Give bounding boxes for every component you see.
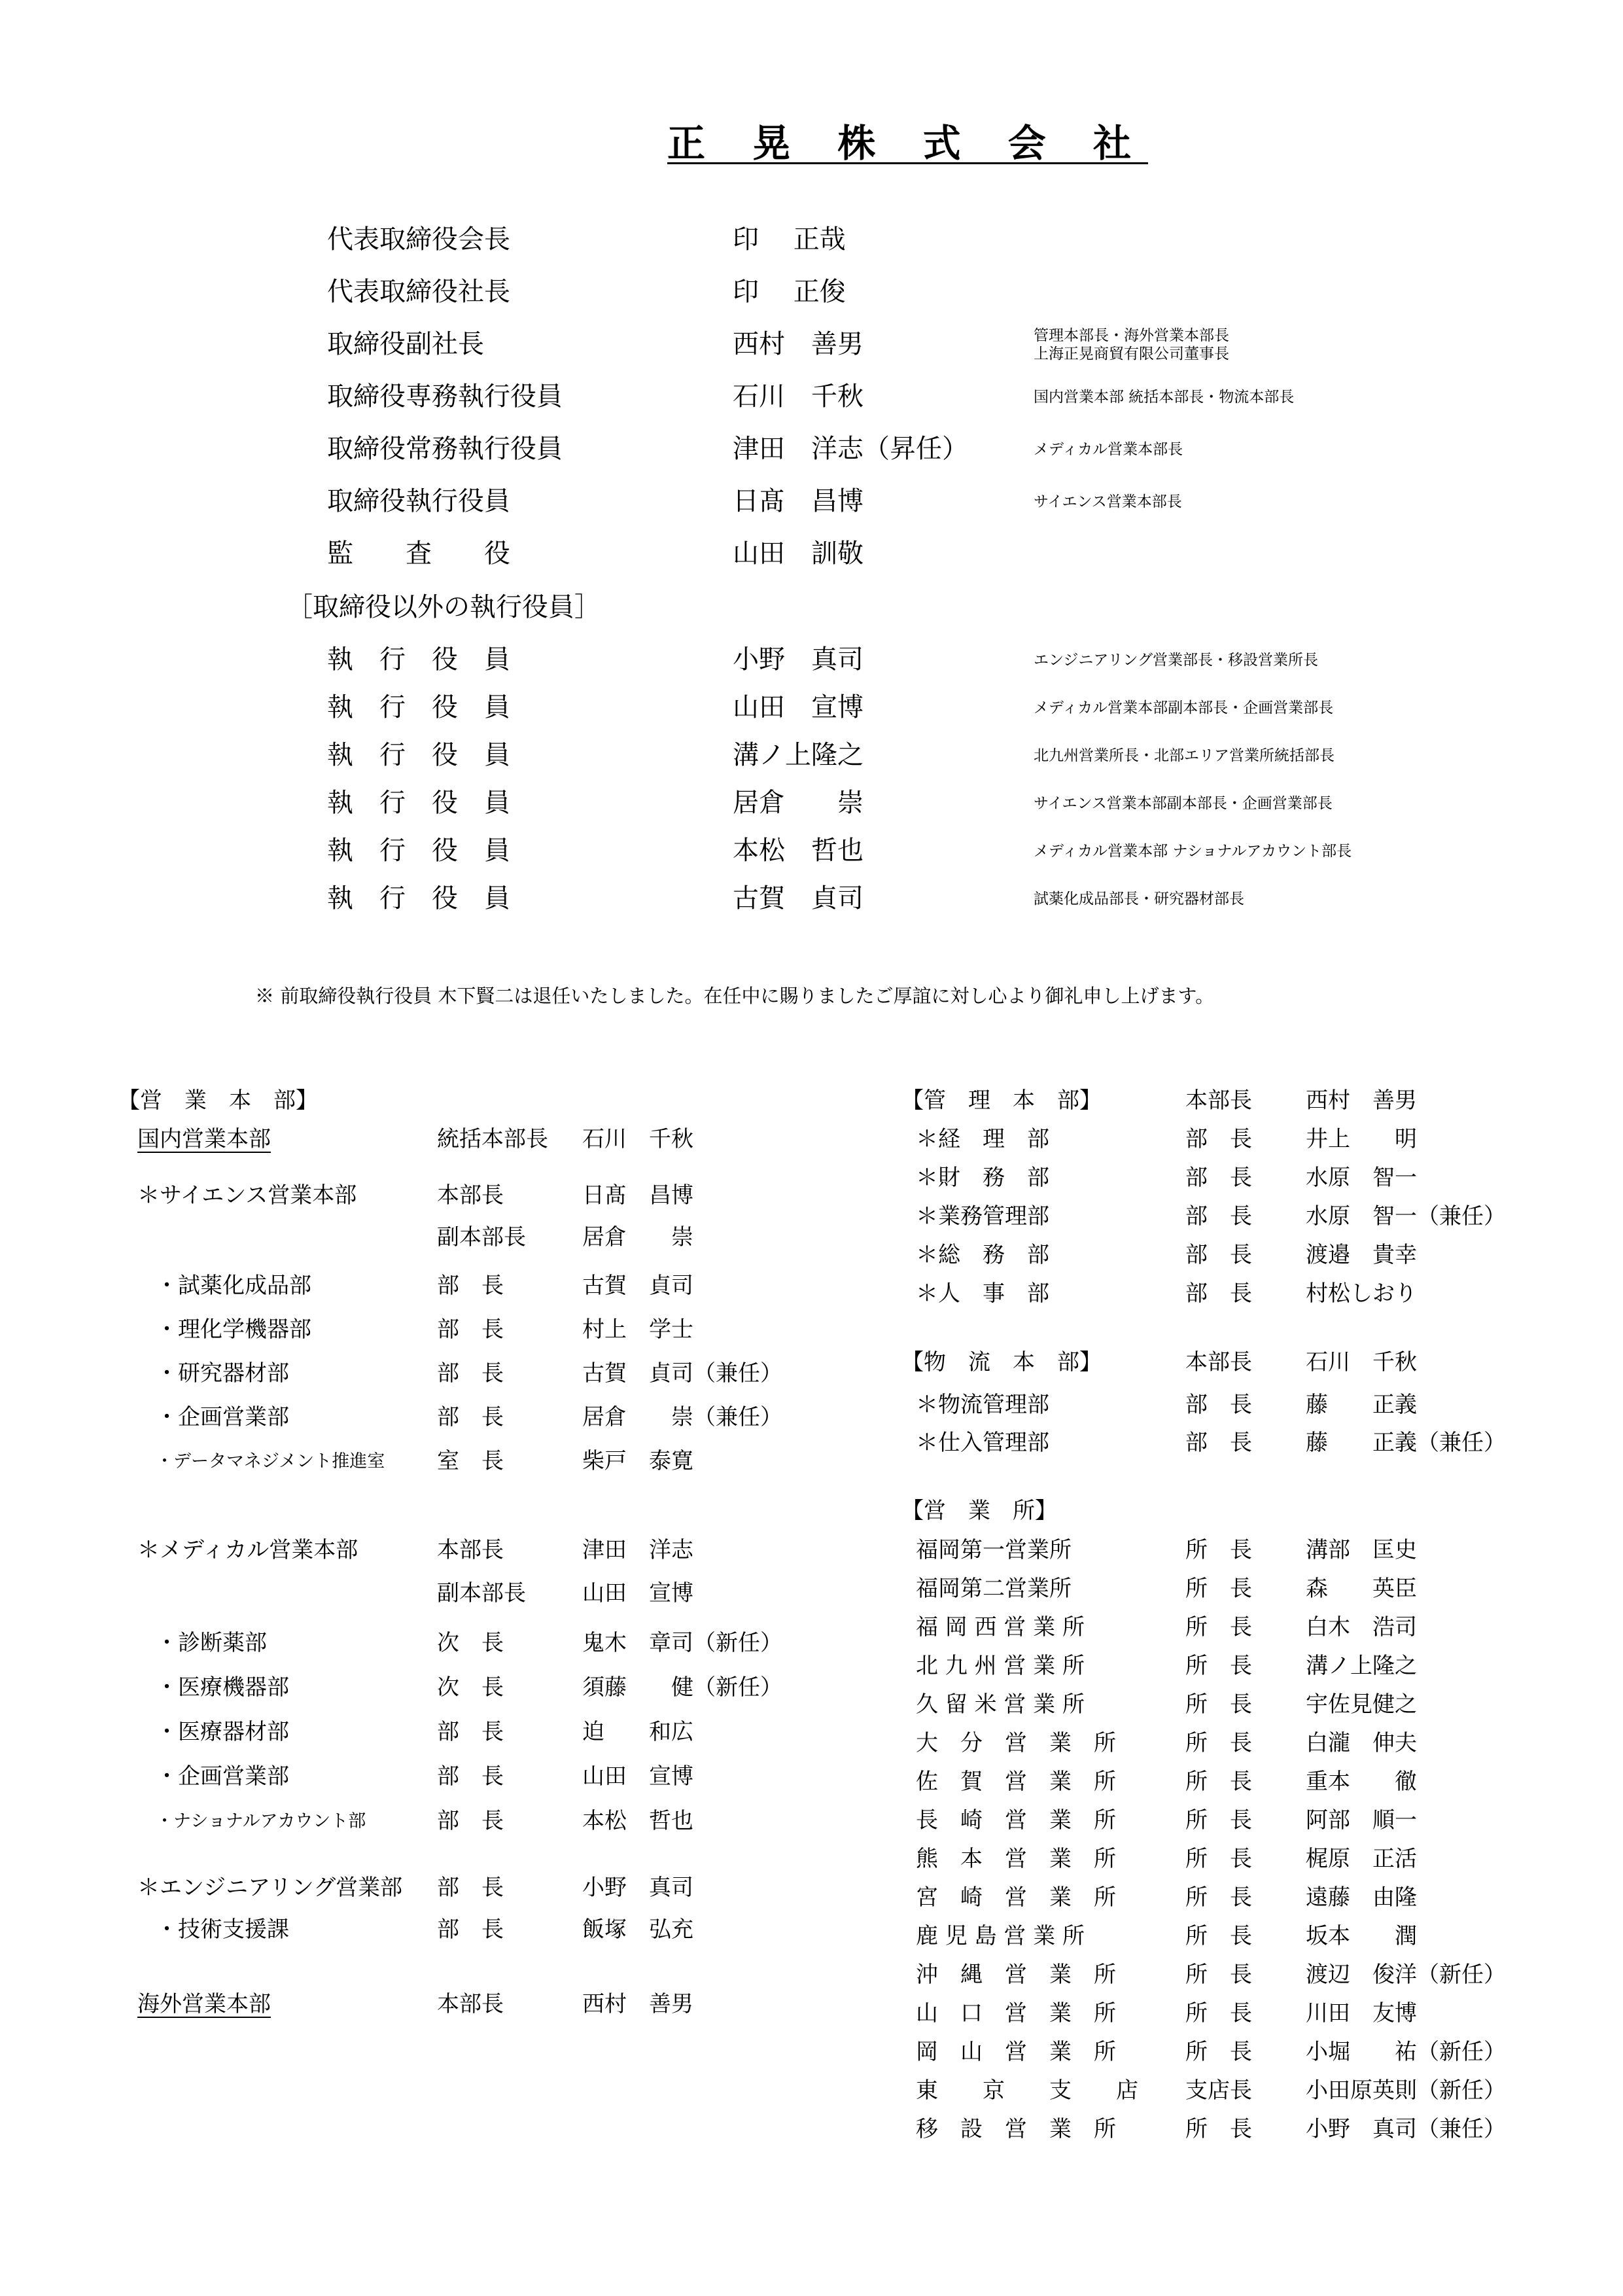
left-title: 副本部長 — [437, 1224, 526, 1250]
left-name: 日髙 昌博 — [582, 1182, 693, 1209]
left-dept: ＊サイエンス営業本部 — [137, 1182, 357, 1209]
right-name: 溝ノ上隆之 — [1306, 1653, 1417, 1679]
right-name: 溝部 匡史 — [1306, 1537, 1417, 1563]
officer-name: 西村 善男 — [733, 329, 864, 359]
right-dept: 長 崎 営 業 所 — [916, 1807, 1116, 1833]
executive-role: 執 行 役 員 — [327, 645, 510, 675]
right-name: 水原 智一（兼任） — [1306, 1203, 1506, 1229]
right-dept: 鹿 児 島 営 業 所 — [916, 1923, 1085, 1949]
executive-name: 本松 哲也 — [733, 836, 864, 866]
left-title: 副本部長 — [437, 1580, 526, 1606]
right-name: 小田原英則（新任） — [1306, 2077, 1506, 2104]
left-name: 山田 宣博 — [582, 1580, 693, 1606]
left-title: 部 長 — [437, 1916, 504, 1943]
executive-note: サイエンス営業本部副本部長・企画営業部長 — [1034, 795, 1333, 812]
right-dept: 【営 業 所】 — [901, 1498, 1057, 1524]
right-title: 部 長 — [1185, 1392, 1252, 1418]
officer-role: 監 査 役 — [327, 539, 510, 569]
left-name: 津田 洋志 — [582, 1537, 693, 1563]
left-title: 本部長 — [437, 1182, 504, 1209]
right-title: 所 長 — [1185, 1807, 1252, 1833]
left-title: 部 長 — [437, 1360, 504, 1386]
left-title: 次 長 — [437, 1630, 504, 1656]
right-name: 藤 正義 — [1306, 1392, 1417, 1418]
left-title: 部 長 — [437, 1808, 504, 1834]
right-name: 渡辺 俊洋（新任） — [1306, 1962, 1506, 1988]
right-title: 所 長 — [1185, 1962, 1252, 1988]
left-dept: ・医療機器部 — [156, 1674, 289, 1701]
right-dept: 福 岡 西 営 業 所 — [916, 1614, 1085, 1640]
right-dept: 山 口 営 業 所 — [916, 2000, 1116, 2026]
left-name: 石川 千秋 — [582, 1126, 693, 1152]
right-dept: ＊総 務 部 — [916, 1242, 1049, 1268]
left-dept: ・試薬化成品部 — [156, 1273, 311, 1299]
left-title: 部 長 — [437, 1719, 504, 1745]
right-title: 部 長 — [1185, 1280, 1252, 1307]
left-name: 鬼木 章司（新任） — [582, 1630, 782, 1656]
retirement-note: ※ 前取締役執行役員 木下賢二は退任いたしました。在任中に賜りましたご厚誼に対し心より御礼申し上げます。 — [255, 985, 1215, 1007]
right-name: 坂本 潤 — [1306, 1923, 1417, 1949]
right-dept: 沖 縄 営 業 所 — [916, 1962, 1116, 1988]
executive-role: 執 行 役 員 — [327, 740, 510, 770]
left-name: 村上 学士 — [582, 1316, 693, 1343]
officer-name: 印 正哉 — [733, 224, 846, 255]
left-name: 飯塚 弘充 — [582, 1916, 693, 1943]
executive-name: 古賀 貞司 — [733, 883, 864, 913]
left-title: 部 長 — [437, 1316, 504, 1343]
left-dept: ・ナショナルアカウント部 — [156, 1811, 366, 1831]
officer-note: 上海正晃商貿有限公司董事長 — [1034, 345, 1229, 362]
executive-note: 北九州営業所長・北部エリア営業所統括部長 — [1034, 747, 1335, 764]
left-dept: ＊メディカル営業本部 — [137, 1537, 358, 1563]
left-dept: 国内営業本部 — [137, 1126, 271, 1152]
officer-note: サイエンス営業本部長 — [1034, 493, 1182, 510]
right-dept: 移 設 営 業 所 — [916, 2116, 1116, 2142]
left-name: 西村 善男 — [582, 1991, 693, 2017]
left-name: 小野 真司 — [582, 1875, 693, 1901]
right-title: 部 長 — [1185, 1165, 1252, 1191]
left-dept: ・技術支援課 — [156, 1916, 289, 1943]
right-dept: 宮 崎 営 業 所 — [916, 1884, 1116, 1911]
right-dept: 【管 理 本 部】 — [901, 1087, 1102, 1114]
officer-note: 管理本部長・海外営業本部長 — [1034, 327, 1229, 344]
right-title: 部 長 — [1185, 1126, 1252, 1152]
right-dept: ＊財 務 部 — [916, 1165, 1049, 1191]
left-title: 部 長 — [437, 1875, 504, 1901]
right-name: 森 英臣 — [1306, 1576, 1417, 1602]
right-title: 所 長 — [1185, 1923, 1252, 1949]
executive-role: 執 行 役 員 — [327, 692, 510, 722]
left-name: 古賀 貞司（兼任） — [582, 1360, 782, 1386]
right-title: 所 長 — [1185, 1691, 1252, 1718]
right-title: 所 長 — [1185, 2000, 1252, 2026]
right-dept: ＊物流管理部 — [916, 1392, 1049, 1418]
left-title: 統括本部長 — [437, 1126, 548, 1152]
officer-role: 代表取締役会長 — [327, 224, 510, 255]
right-name: 小堀 祐（新任） — [1306, 2039, 1506, 2065]
right-dept: 北 九 州 営 業 所 — [916, 1653, 1085, 1679]
officer-note: メディカル営業本部長 — [1034, 441, 1183, 458]
executive-note: 試薬化成品部長・研究器材部長 — [1034, 891, 1244, 908]
right-name: 白瀧 伸夫 — [1306, 1730, 1417, 1756]
right-title: 部 長 — [1185, 1203, 1252, 1229]
executive-role: 執 行 役 員 — [327, 788, 510, 818]
left-dept: ・理化学機器部 — [156, 1316, 311, 1343]
right-dept: 福岡第一営業所 — [916, 1537, 1072, 1563]
right-title: 所 長 — [1185, 1846, 1252, 1872]
left-title: 部 長 — [437, 1763, 504, 1790]
left-dept: ・研究器材部 — [156, 1360, 289, 1386]
right-name: 井上 明 — [1306, 1126, 1417, 1152]
right-title: 所 長 — [1185, 2116, 1252, 2142]
left-title: 本部長 — [437, 1537, 504, 1563]
left-name: 須藤 健（新任） — [582, 1674, 782, 1701]
right-dept: 久 留 米 営 業 所 — [916, 1691, 1085, 1718]
left-dept: ・企画営業部 — [156, 1763, 289, 1790]
left-name: 迫 和広 — [582, 1719, 693, 1745]
right-title: 所 長 — [1185, 1884, 1252, 1911]
right-dept: 大 分 営 業 所 — [916, 1730, 1116, 1756]
right-title: 所 長 — [1185, 1576, 1252, 1602]
left-title: 部 長 — [437, 1273, 504, 1299]
left-dept: ・診断薬部 — [156, 1630, 267, 1656]
executive-note: エンジニアリング営業部長・移設営業所長 — [1034, 652, 1319, 669]
officer-note: 国内営業本部 統括本部長・物流本部長 — [1034, 389, 1295, 406]
executive-name: 居倉 崇 — [733, 788, 864, 818]
company-title: 正 晃 株 式 会 社 — [667, 121, 1148, 166]
officer-role: 取締役常務執行役員 — [327, 434, 563, 464]
right-dept: 東 京 支 店 — [916, 2077, 1138, 2104]
right-dept: ＊業務管理部 — [916, 1203, 1049, 1229]
right-title: 所 長 — [1185, 1653, 1252, 1679]
left-name: 居倉 崇（兼任） — [582, 1404, 782, 1430]
executive-note: メディカル営業本部 ナショナルアカウント部長 — [1034, 843, 1352, 860]
left-title: 本部長 — [437, 1991, 504, 2017]
left-dept: ・データマネジメント推進室 — [156, 1451, 385, 1472]
executive-role: 執 行 役 員 — [327, 836, 510, 866]
right-dept: ＊経 理 部 — [916, 1126, 1049, 1152]
left-title: 室 長 — [437, 1448, 504, 1474]
officer-role: 取締役専務執行役員 — [327, 381, 563, 412]
right-dept: 岡 山 営 業 所 — [916, 2039, 1116, 2065]
right-name: 西村 善男 — [1306, 1087, 1417, 1114]
right-dept: 佐 賀 営 業 所 — [916, 1769, 1116, 1795]
right-title: 支店長 — [1185, 2077, 1252, 2104]
right-name: 梶原 正活 — [1306, 1846, 1417, 1872]
right-title: 所 長 — [1185, 2039, 1252, 2065]
officer-name: 石川 千秋 — [733, 381, 864, 412]
officer-role: 代表取締役社長 — [327, 277, 510, 307]
right-title: 所 長 — [1185, 1614, 1252, 1640]
officer-name: 山田 訓敬 — [733, 539, 864, 569]
right-name: 宇佐見健之 — [1306, 1691, 1417, 1718]
left-dept: ・医療器材部 — [156, 1719, 289, 1745]
right-title: 所 長 — [1185, 1730, 1252, 1756]
right-dept: 福岡第二営業所 — [916, 1576, 1072, 1602]
left-title: 次 長 — [437, 1674, 504, 1701]
right-name: 石川 千秋 — [1306, 1349, 1417, 1375]
right-name: 小野 真司（兼任） — [1306, 2116, 1506, 2142]
non-director-header: ［取締役以外の執行役員］ — [287, 592, 601, 622]
left-name: 本松 哲也 — [582, 1808, 693, 1834]
officer-name: 津田 洋志（昇任） — [733, 434, 968, 464]
right-title: 部 長 — [1185, 1242, 1252, 1268]
left-dept: ＊エンジニアリング営業部 — [137, 1875, 403, 1901]
left-dept: 海外営業本部 — [137, 1991, 271, 2017]
officer-role: 取締役副社長 — [327, 329, 484, 359]
right-name: 白木 浩司 — [1306, 1614, 1417, 1640]
right-title: 本部長 — [1185, 1349, 1252, 1375]
right-name: 重本 徹 — [1306, 1769, 1417, 1795]
right-title: 本部長 — [1185, 1087, 1252, 1114]
executive-name: 溝ノ上隆之 — [733, 740, 864, 770]
right-name: 渡邉 貴幸 — [1306, 1242, 1417, 1268]
right-dept: 【物 流 本 部】 — [901, 1349, 1102, 1375]
right-name: 藤 正義（兼任） — [1306, 1430, 1506, 1456]
left-name: 山田 宣博 — [582, 1763, 693, 1790]
officer-role: 取締役執行役員 — [327, 486, 510, 516]
officer-name: 印 正俊 — [733, 277, 846, 307]
executive-name: 小野 真司 — [733, 645, 864, 675]
right-title: 所 長 — [1185, 1769, 1252, 1795]
left-title: 部 長 — [437, 1404, 504, 1430]
left-name: 柴戸 泰寛 — [582, 1448, 693, 1474]
right-dept: 熊 本 営 業 所 — [916, 1846, 1116, 1872]
right-name: 遠藤 由隆 — [1306, 1884, 1417, 1911]
right-name: 川田 友博 — [1306, 2000, 1417, 2026]
right-dept: ＊人 事 部 — [916, 1280, 1049, 1307]
right-name: 村松しおり — [1306, 1280, 1417, 1307]
left-name: 居倉 崇 — [582, 1224, 693, 1250]
right-name: 阿部 順一 — [1306, 1807, 1417, 1833]
right-title: 所 長 — [1185, 1537, 1252, 1563]
executive-name: 山田 宣博 — [733, 692, 864, 722]
right-name: 水原 智一 — [1306, 1165, 1417, 1191]
right-title: 部 長 — [1185, 1430, 1252, 1456]
left-dept: 【営 業 本 部】 — [118, 1087, 318, 1114]
left-dept: ・企画営業部 — [156, 1404, 289, 1430]
left-name: 古賀 貞司 — [582, 1273, 693, 1299]
officer-name: 日髙 昌博 — [733, 486, 864, 516]
executive-note: メディカル営業本部副本部長・企画営業部長 — [1034, 699, 1334, 716]
executive-role: 執 行 役 員 — [327, 883, 510, 913]
right-dept: ＊仕入管理部 — [916, 1430, 1049, 1456]
